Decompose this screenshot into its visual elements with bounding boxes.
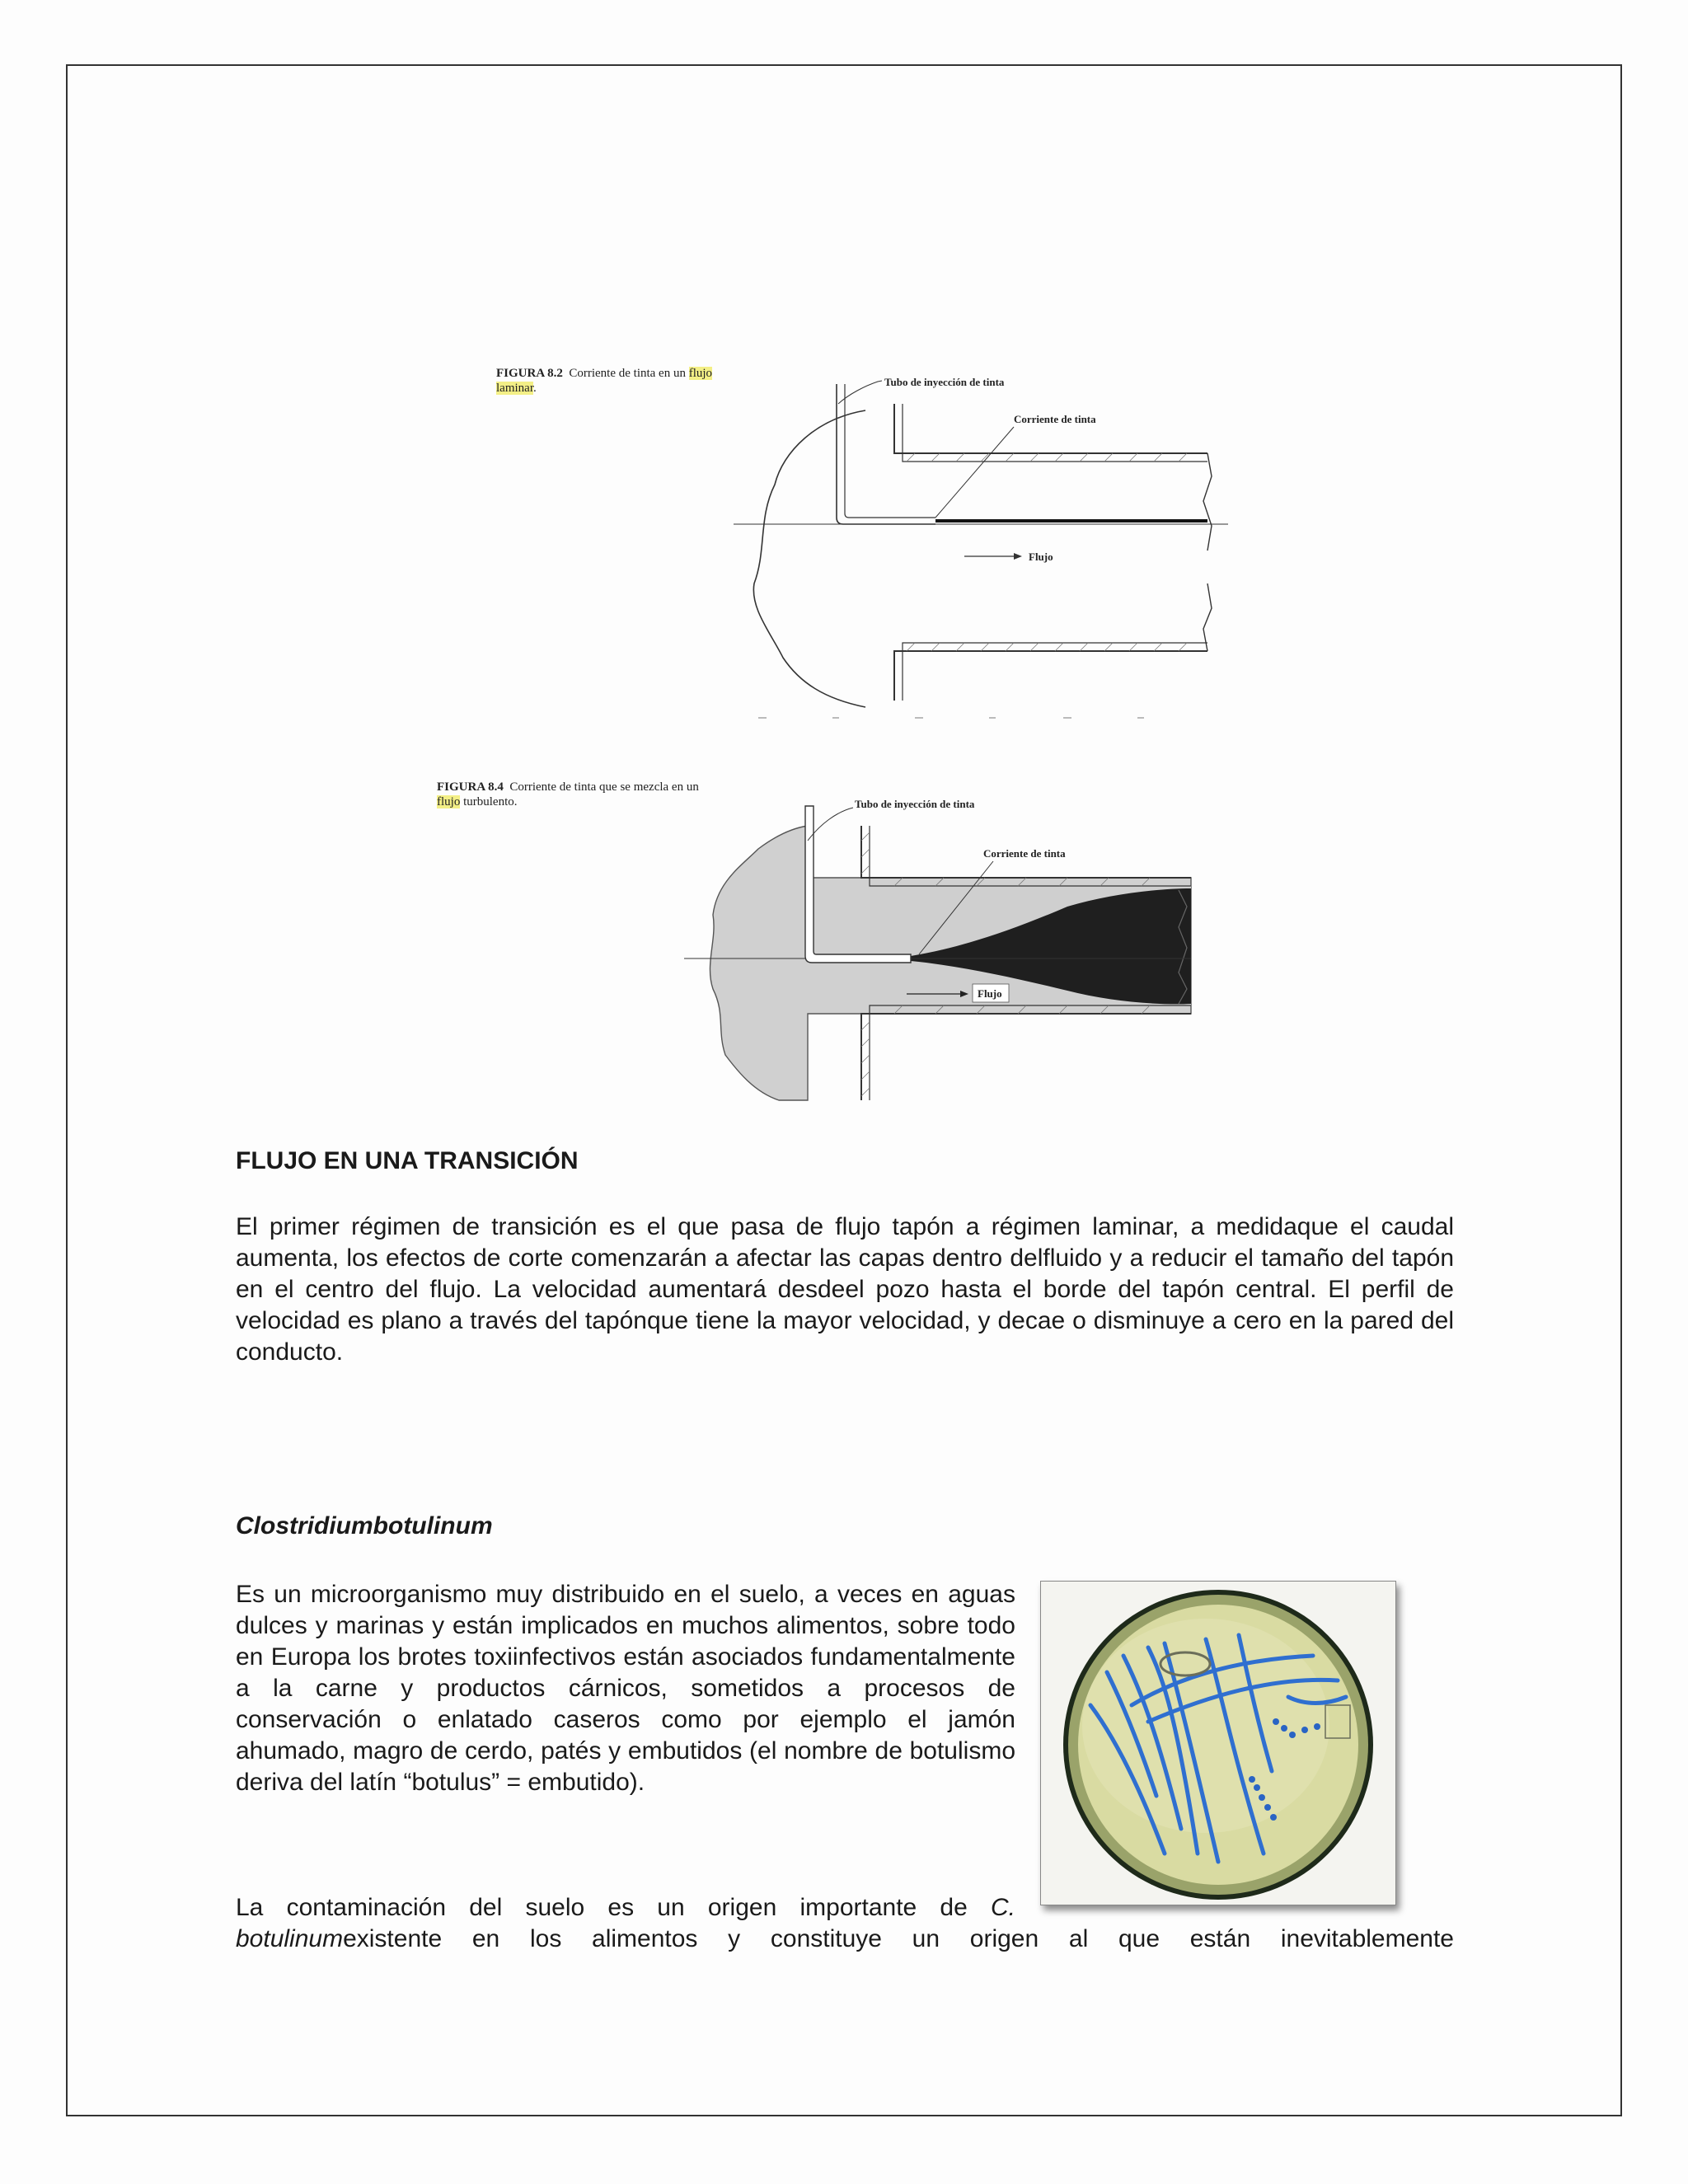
section-1-paragraph: El primer régimen de transición es el que pasa de flujo tapón a régimen laminar, a medidaque el caudal aumenta, los efectos de corte comenzarán a afectar las capas dentro delfluido y a reducir el tamaño del tapón en el centro del flujo. La velocidad aumentará desdeel pozo hasta el borde del tapón central. El perfil de velocidad es plano a través del tapónque tiene la mayor velocidad, y decae o disminuye a cero en la pared del conducto. xyxy=(236,1213,1454,1366)
figure-2-label-stream: Corriente de tinta xyxy=(983,847,1066,860)
figure-2-label-flow: Flujo xyxy=(978,987,1002,1000)
figure-1-caption-number: FIGURA 8.2 xyxy=(496,367,563,380)
figure-2-caption-text: Corriente de tinta que se mezcla en un xyxy=(509,780,699,794)
figure-2-caption-number: FIGURA 8.4 xyxy=(437,780,504,794)
figure-1-label-flow: Flujo xyxy=(1029,551,1053,563)
section-2-heading: Clostridiumbotulinum xyxy=(236,1512,493,1540)
figure-laminar-flow xyxy=(486,361,1236,724)
figure-1-caption: FIGURA 8.2 Corriente de tinta en un flujo laminar. xyxy=(496,367,713,395)
section-1-heading: FLUJO EN UNA TRANSICIÓN xyxy=(236,1147,579,1174)
figure-2-caption-highlight: flujo xyxy=(437,795,461,808)
petri-dish-image xyxy=(1040,1581,1396,1905)
laminar-flow-diagram xyxy=(486,361,1236,724)
figure-1-caption-highlight: flujo laminar xyxy=(496,367,713,395)
figure-turbulent-flow xyxy=(433,775,1195,1108)
figure-1-label-stream: Corriente de tinta xyxy=(1014,413,1096,425)
figure-1-caption-text: Corriente de tinta en un xyxy=(569,367,689,380)
figure-2-caption: FIGURA 8.4 Corriente de tinta que se mezcla en un flujo turbulento. xyxy=(437,780,699,808)
turbulent-flow-diagram xyxy=(433,775,1195,1108)
section-2-paragraph-2-start: La contaminación del suelo es un origen importante de C. xyxy=(236,1894,1015,1921)
section-2-paragraph-2-end: botulinumexistente en los alimentos y constituye un origen al que están inevitablemente xyxy=(236,1925,1454,1952)
figure-2-label-tube: Tubo de inyección de tinta xyxy=(855,798,975,810)
section-2-paragraph-1: Es un microorganismo muy distribuido en el suelo, a veces en aguas dulces y marinas y están implicados en muchos alimentos, sobre todo en Europa los brotes toxiinfectivos están asociados fundamentalmente a la carne y productos cárnicos, sometidos a procesos de conservación o enlatado caseros como por ejemplo el jamón ahumado, magro de cerdo, patés y embutidos (el nombre de botulismo deriva del latín “botulus” = embutido). xyxy=(236,1581,1015,1796)
figure-1-label-tube: Tubo de inyección de tinta xyxy=(884,376,1005,388)
petri-dish-illustration xyxy=(1041,1582,1395,1905)
